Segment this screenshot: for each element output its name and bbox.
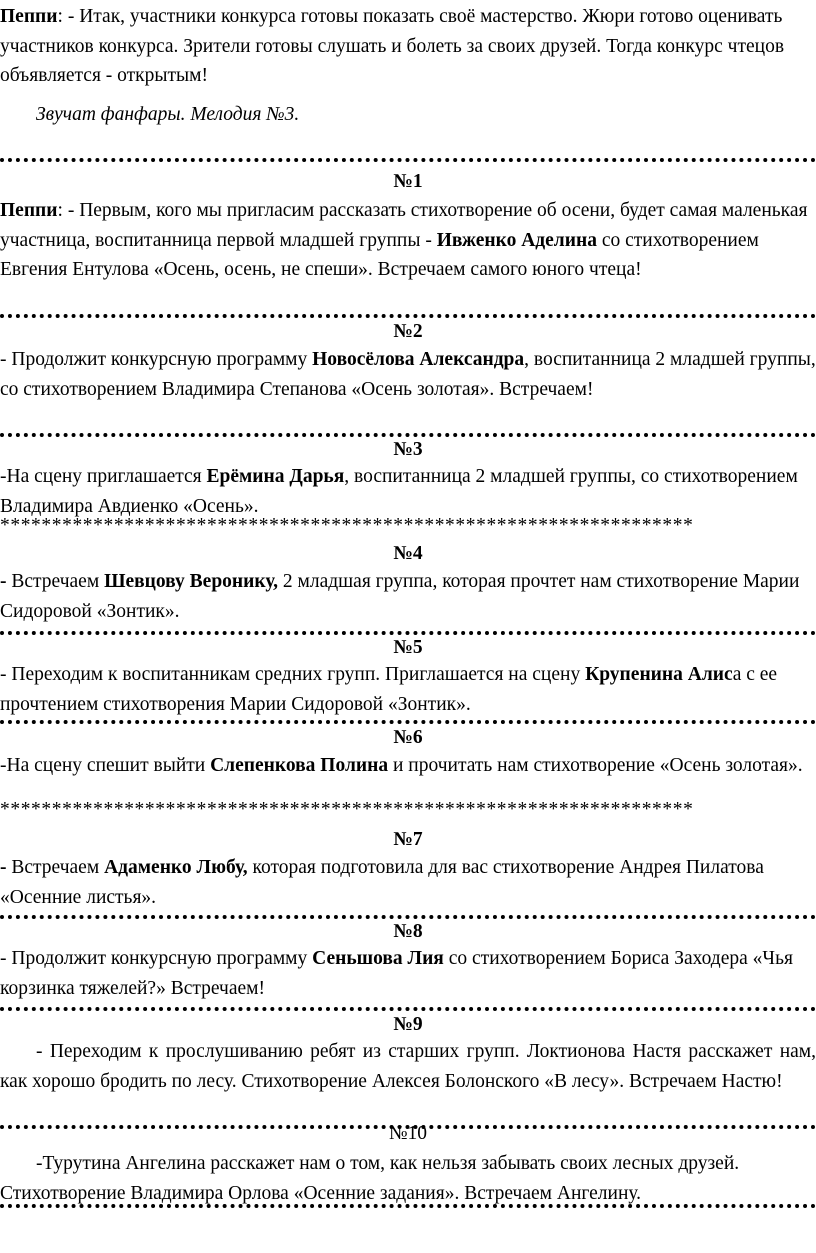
item-paragraph: [0, 660, 816, 719]
item-number: №1: [393, 171, 423, 192]
item-text: со стихотворением Евгения Ентулова «Осень, осень, не спеши». Встречаем самого юного чтеца!: [0, 229, 759, 280]
item-text: : - Первым, кого мы пригласим рассказать стихотворение об осени, будет самая маленькая участница, воспитанница первой младшей группы -: [0, 200, 808, 251]
item-number: №9: [393, 1014, 423, 1035]
item-number: №5: [393, 637, 423, 658]
item-paragraph: [0, 567, 816, 626]
item-paragraph: -Турутина Ангелина расскажет нам о том, как нельзя забывать своих лесных друзей. Стихотворение Владимира Орлова «Осенние задания». Встречаем Ангелину.: [0, 1153, 740, 1204]
intro-text: : - Итак, участники конкурса готовы показать своё мастерство. Жюри готово оценивать участников конкурса. Зрители готовы слушать и болеть за своих друзей. Тогда конкурс чтецов объявляется - открытым!: [0, 6, 785, 86]
participant-name: Слепенкова Полина: [210, 755, 389, 776]
item-text: со стихотворением Бориса Заходера «Чья корзинка тяжелей?» Встречаем!: [0, 948, 793, 999]
item-text: а с ее прочтением стихотворения Марии Сидоровой «Зонтик».: [0, 664, 778, 715]
item-dash: -: [0, 857, 12, 878]
item-text: - Переходим к воспитанникам средних групп. Приглашается на сцену: [0, 664, 586, 685]
item-text: -На сцену приглашается: [0, 466, 207, 487]
item-text: , воспитанница 2 младшей группы, со стихотворением Владимира Степанова «Осень золотая». Встречаем!: [0, 349, 816, 400]
asterisk-separator: *******************************************************************: [0, 516, 694, 536]
dotted-separator: [0, 1204, 816, 1208]
intro-paragraph: [0, 2, 816, 91]
stage-direction: Звучат фанфары. Мелодия №3.: [36, 104, 300, 125]
dotted-separator: [0, 158, 816, 162]
item-text: Встречаем: [11, 571, 105, 592]
item-text: -На сцену спешит выйти: [0, 755, 211, 776]
item-paragraph: [0, 462, 816, 521]
participant-name: Крупенина Алис: [585, 664, 733, 685]
item-number: №7: [393, 829, 423, 850]
item-text: - Продолжит конкурсную программу: [0, 948, 313, 969]
item-text: , воспитанница 2 младшей группы, со стихотворением Владимира Авдиенко «Осень».: [0, 466, 798, 517]
item-text: 2 младшая группа, которая прочтет нам стихотворение Марии Сидоровой «Зонтик».: [0, 571, 800, 622]
item-paragraph: [0, 751, 816, 781]
item-text: Встречаем: [11, 857, 105, 878]
item-paragraph: [0, 853, 816, 912]
item-paragraph: - Переходим к прослушиванию ребят из старших групп. Локтионова Настя расскажет нам, как хорошо бродить по лесу. Стихотворение Алексея Болонского «В лесу». Встречаем Настю!: [0, 1041, 816, 1092]
asterisk-separator: *******************************************************************: [0, 800, 694, 820]
participant-name: Шевцову Веронику,: [104, 571, 279, 592]
item-number: №3: [393, 439, 423, 460]
participant-name: Ерёмина Дарья: [206, 466, 345, 487]
participant-name: Ивженко Аделина: [436, 229, 597, 251]
item-number: №4: [393, 543, 423, 564]
item-paragraph: [0, 345, 816, 404]
item-text: и прочитать нам стихотворение «Осень золотая».: [388, 755, 803, 776]
participant-name: Новосёлова Александра: [312, 349, 525, 370]
item-text: - Продолжит конкурсную программу: [0, 349, 313, 370]
speaker-name: Пеппи: [0, 6, 58, 27]
participant-name: Адаменко Любу,: [104, 857, 248, 878]
item-number: №2: [393, 321, 423, 342]
speaker-name: Пеппи: [0, 200, 58, 221]
item-dash: -: [0, 571, 12, 592]
item-number: №10: [388, 1123, 428, 1144]
item-paragraph: [0, 196, 816, 285]
participant-name: Сеньшова Лия: [312, 948, 444, 969]
item-number: №6: [393, 727, 423, 748]
item-paragraph: [0, 944, 816, 1003]
item-text: которая подготовила для вас стихотворение Андрея Пилатова «Осенние листья».: [0, 857, 764, 908]
item-number: №8: [393, 921, 423, 942]
